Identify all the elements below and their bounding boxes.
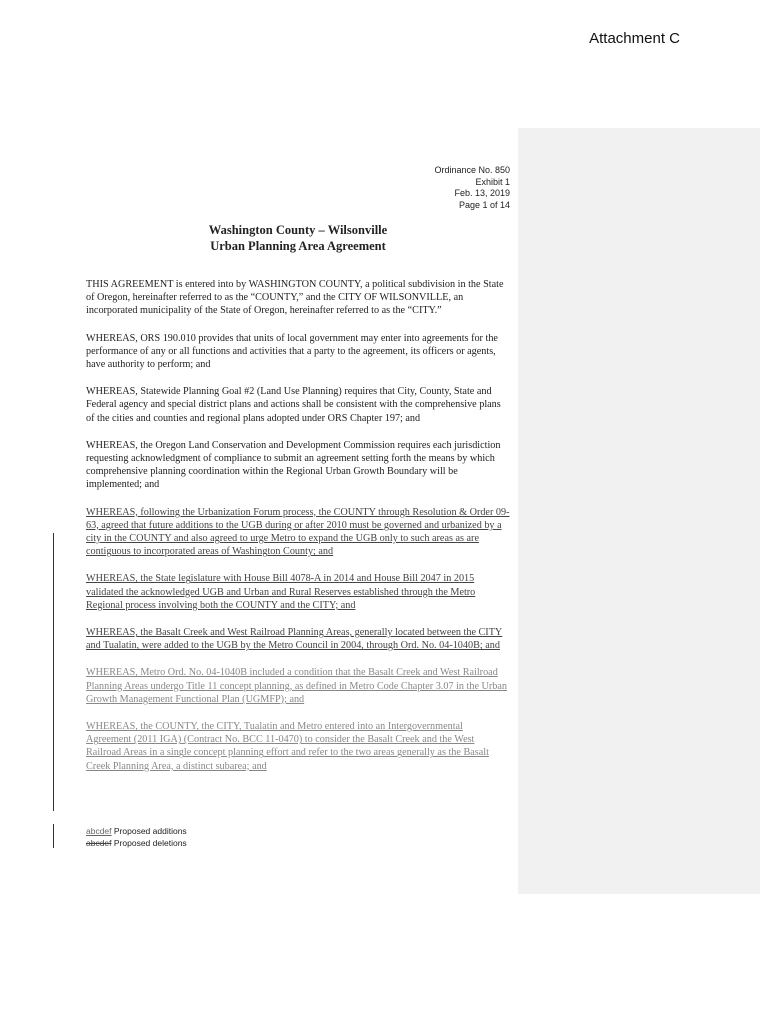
- paragraph-whereas-urbanization-forum: WHEREAS, following the Urbanization Forum process, the COUNTY through Resolution & Order 09-63, agreed that future additions to the UGB during or after 2010 must be governed and urbanized by a city in the COUNTY and also agreed to urge Metro to expand the UGB only to such areas as are contiguous to incorporated areas of Washington County; and: [86, 506, 510, 558]
- title-line-1: Washington County – Wilsonville: [208, 223, 388, 237]
- title-line-2: Urban Planning Area Agreement: [210, 239, 386, 253]
- paragraph-whereas-goal2: WHEREAS, Statewide Planning Goal #2 (Land Use Planning) requires that City, County, State and Federal agency and special district plans and actions shall be consistent with the comprehensive plans of the cities and counties and regional plans adopted under ORS Chapter 197; and: [86, 386, 501, 424]
- document-title: [86, 222, 510, 254]
- legend-additions: [86, 825, 187, 837]
- ordinance-header: [380, 165, 510, 211]
- exhibit-number: Exhibit 1: [475, 176, 510, 187]
- paragraph-whereas-house-bill: WHEREAS, the State legislature with House Bill 4078-A in 2014 and House Bill 2047 in 2015 validated the acknowledged UGB and Urban and Rural Reserves established through the Metro Regional process involving both the COUNTY and the CITY; and: [86, 573, 476, 611]
- legend-add-label: Proposed additions: [111, 826, 187, 836]
- legend-add-example: abcdef: [86, 826, 112, 836]
- comment-margin-panel: [518, 128, 760, 894]
- attachment-label: Attachment C: [589, 30, 680, 47]
- paragraph-whereas-metro-ord: WHEREAS, Metro Ord. No. 04-1040B included a condition that the Basalt Creek and West Railroad Planning Areas undergo Title 11 concept planning, as defined in Metro Code Chapter 3.07 in the Urban Growth Management Functional Plan (UGMFP); and: [86, 667, 508, 705]
- basalt-creek-text: WHEREAS, the Basalt Creek and West Railroad Planning Areas, generally located between the CITY and Tualatin, were added to the UGB by the Metro Council in 2004,: [86, 627, 503, 652]
- paragraph-whereas-basalt-creek: [86, 626, 510, 652]
- legend-deletions: [86, 837, 187, 849]
- page-number: Page 1 of 14: [458, 199, 510, 210]
- paragraph-agreement: THIS AGREEMENT is entered into by WASHINGTON COUNTY, a political subdivision in the State of Oregon, hereinafter referred to as the “COUNTY,” and the CITY OF WILSONVILLE, an incorporated municipality of the State of Oregon, hereinafter referred to as the “CITY.”: [86, 279, 504, 317]
- agreement-body: [86, 278, 510, 787]
- change-bar-main: [53, 533, 54, 811]
- change-bar-legend: [53, 824, 54, 848]
- legend-del-label: Proposed deletions: [111, 838, 187, 848]
- basalt-creek-ordinance-ref: through Ord. No. 04-1040B; and: [363, 640, 500, 652]
- paragraph-whereas-ors: WHEREAS, ORS 190.010 provides that units of local government may enter into agreements for the performance of any or all functions and activities that a party to the agreement, its officers or agents, have authority to perform; and: [86, 332, 498, 371]
- ordinance-number: Ordinance No. 850: [434, 165, 510, 175]
- paragraph-whereas-iga: WHEREAS, the COUNTY, the CITY, Tualatin and Metro entered into an Intergovernmental Agreement (2011 IGA) (Contract No. BCC 11-0470) to consider the Basalt Creek and the West Railroad Areas in a single concept planning effort and refer to the two areas generally as the Basalt Creek Planning Area, a distinct subarea; and: [86, 721, 489, 772]
- ordinance-date: Feb. 13, 2019: [454, 188, 510, 198]
- legend-del-example: abcdef: [86, 838, 112, 848]
- change-legend: [86, 825, 187, 849]
- paragraph-whereas-lcdc: WHEREAS, the Oregon Land Conservation and Development Commission requires each jurisdiction requesting acknowledgment of compliance to submit an agreement setting forth the means by which comprehensive planning coordination within the Regional Urban Growth Boundary will be implemented; and: [86, 439, 501, 491]
